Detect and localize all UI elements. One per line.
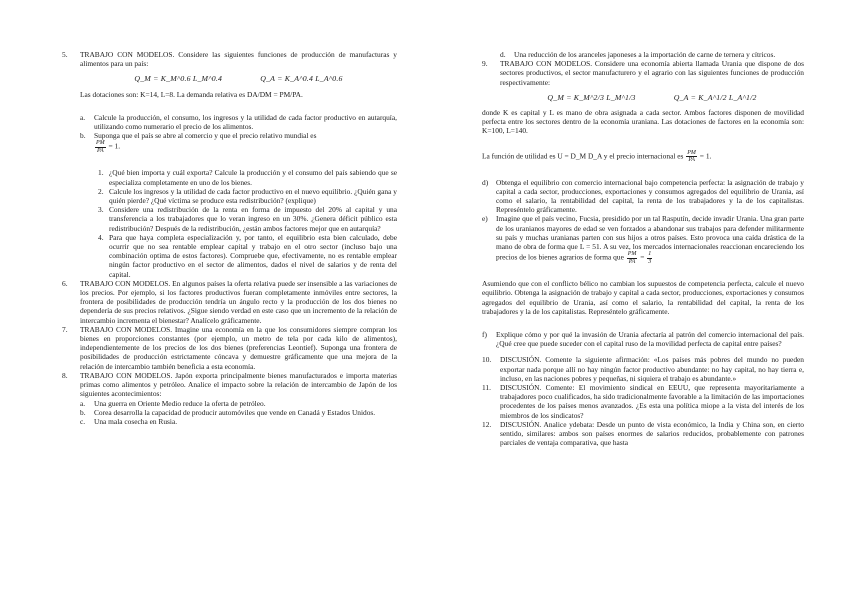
subquestion-text	[94, 131, 397, 154]
subquestion-text: Explique cómo y por qué la invasión de Urania afectaría al patrón del comercio internacional del país. ¿Qué cree que puede suceder con el capital ruso de la movilidad perfecta de capital entre países?	[496, 330, 804, 349]
subitem-3	[98, 205, 397, 233]
subquestion-text: Una guerra en Oriente Medio reduce la oferta de petróleo.	[94, 398, 266, 408]
price-ratio-fraction	[627, 251, 638, 265]
subitem-text: ¿Qué bien importa y cuál exporta? Calcule la producción y el consumo del país sabiendo que se especializa completamente en uno de los bienes.	[109, 168, 397, 187]
fraction-tail: =	[640, 252, 645, 262]
subquestion-d-exercise-8	[500, 50, 804, 59]
subquestion-label: d.	[500, 50, 506, 59]
exercise-body	[500, 59, 804, 108]
exercise-7	[62, 325, 397, 371]
exercise-5	[62, 50, 397, 154]
exercise-statement: TRABAJO CON MODELOS. En algunos países la oferta relativa puede ser insensible a las variaciones de los precios. Por ejemplo, si los factores productivos fueran completamente inmóviles entre sectores, la frontera de posibilidades de producción tendría un ángulo recto y la producción de los dos bienes no dependería de sus precios relativos. ¿Sigue siendo verdad en este caso que un incremento de la relación de intercambio incrementa el bienestar? Analícelo gráficamente.	[80, 278, 397, 325]
exercise-statement: DISCUSIÓN. Comente: El movimiento sindical en EEUU, que representa mayoritariamente a trabajadores poco cualificados, ha sido tradicionalmente favorable a la limitación de las importaciones procedentes de los países menos avanzados. ¿Es esta una política miope a la vista del interés de los miembros de los sindicatos?	[500, 383, 804, 420]
fraction-denominator: PA	[628, 258, 636, 265]
subquestion-c	[80, 417, 397, 426]
subquestion-b	[80, 408, 397, 417]
endowments-text: Las dotaciones son: K=14, L=8. La demanda relativa es DA/DM = PM/PA.	[80, 89, 303, 99]
subquestion-text	[496, 214, 804, 265]
exercise-10	[482, 355, 804, 383]
exercise-body	[80, 371, 397, 426]
fraction-numerator: 1	[648, 251, 652, 258]
subquestion-label: f)	[482, 330, 487, 340]
subquestion-label: c.	[80, 416, 86, 426]
subitem-label: 2.	[98, 186, 104, 196]
subquestion-text: Obtenga el equilibrio con comercio internacional bajo competencia perfecta: la asignación de trabajo y capital a cada sector, producciones, exportaciones y consumos agregados del equilibrio de Urania, así como el salario, la rentabilidad del capital, la renta de los trabajadores y la de los capitalistas. Represéntelo gráficamente.	[496, 177, 804, 215]
subitem-1	[98, 168, 397, 186]
subitem-text: Calcule los ingresos y la utilidad de cada factor productivo en el nuevo equilibrio. ¿Quién gana y quién pierde? ¿Qué víctima se produce esta redistribución? (explique)	[109, 186, 397, 206]
subquestion-text: Una reducción de los aranceles japoneses a la importación de carne de ternera y cítricos.	[514, 50, 776, 59]
fraction-denominator: PA	[97, 147, 104, 154]
utility-text	[482, 150, 804, 164]
formula-food: Q_A = K_A^0.4 L_A^0.6	[260, 74, 343, 84]
fraction-tail: = 1.	[108, 142, 121, 152]
subquestion-a	[80, 399, 397, 408]
subquestion-d	[482, 178, 804, 215]
subquestion-label: e)	[482, 214, 488, 224]
endowments-text: donde K es capital y L es mano de obra asignada a cada sector. Ambos factores disponen de movilidad perfecta entre los sectores dentro de la economía uraniana. Las dotaciones de factores en la economía son: K=100, L=140.	[482, 108, 804, 136]
exercise-number: 11.	[482, 383, 491, 393]
exercise-6	[62, 279, 397, 325]
fraction-tail: = 1.	[699, 151, 712, 161]
fraction-numerator: PM	[627, 251, 637, 258]
formula-agriculture: Q_A = K_A^1/2 L_A^1/2	[673, 92, 757, 102]
exercise-number: 5.	[62, 50, 68, 59]
assumption-text: Asumiendo que con el conflicto bélico no cambian los supuestos de competencia perfecta, calcule el nuevo equilibrio. Obtenga la asignación de trabajo y capital a cada sector, producciones, exportaciones y consumos agregados del equilibrio de Urania, así como el salario, la rentabilidad del capital, la renta de los trabajadores y la de los capitalistas. Represéntelo gráficamente.	[482, 279, 804, 316]
subquestion-e-text: Imagine que el país vecino, Fucsia, presidido por un tal Rasputín, decide invadir Urania. Una gran parte de los uranianos mayores de edad se ven forzados a abandonar sus trabajos para defender militarmente su país y muchas uranianas parten con sus hijos a otros países. Esto provoca una caída drástica de la mano de obra de forma que L = 51. A su vez, los mercados internacionales reaccionan encareciendo los precios de los bienes agrarios de forma que	[496, 214, 804, 262]
exercise-number: 8.	[62, 370, 68, 380]
price-ratio-fraction	[686, 150, 697, 164]
fraction-denominator: PA	[688, 157, 695, 164]
subquestion-label: a.	[80, 112, 86, 122]
subquestion-text: Una mala cosecha en Rusia.	[94, 416, 178, 426]
subquestion-label: b.	[80, 131, 86, 141]
subquestion-b-text: Suponga que el país se abre al comercio y que el precio relativo mundial es	[94, 131, 317, 141]
exercise-statement: TRABAJO CON MODELOS. Japón exporta principalmente bienes manufacturados e importa materias primas como alimentos y petróleo. Analice el impacto sobre la relación de intercambio de Japón de los siguientes acontecimientos:	[80, 370, 397, 399]
exercise-number: 10.	[482, 355, 492, 365]
subquestion-label: b.	[80, 407, 86, 417]
exercise-statement: DISCUSIÓN. Analice ydebata: Desde un punto de vista económico, la India y China son, en cierto sentido, similares: ambos son países enormes de salarios reducidos, probablemente con patrones parciales de ventaja comparativa, que hasta	[500, 419, 804, 448]
left-column	[62, 50, 397, 426]
exercise-statement: DISCUSIÓN. Comente la siguiente afirmación: «Los países más pobres del mundo no pueden exportar nada porque allí no hay ningún factor productivo abundante: no hay capital, no hay tierra e, incluso, en las naciones pobres y pequeñas, ni siquiera el trabajo es abundante.»	[500, 355, 804, 383]
utility-statement: La función de utilidad es U = D_M D_A y el precio internacional es	[482, 151, 684, 161]
exercise-8	[62, 371, 397, 426]
exercise-statement: TRABAJO CON MODELOS. Considere las siguientes funciones de producción de manufacturas y alimentos para un país:	[80, 50, 397, 69]
exercise-statement: TRABAJO CON MODELOS. Considere una economía abierta llamada Urania que dispone de dos sectores productivos, el sector manufacturero y el agrario con las siguientes funciones de producción respectivamente:	[500, 59, 804, 87]
subquestion-text: Calcule la producción, el consumo, los ingresos y la utilidad de cada factor productivo en autarquía, utilizando como numerario el precio de los alimentos.	[94, 112, 397, 132]
right-column	[482, 50, 804, 448]
price-value-fraction	[647, 251, 652, 265]
subitem-text: Considere una redistribución de la renta en forma de impuesto del 20% al capital y una transferencia a los trabajadores que lo veran ingreso en un 30%. ¿Genera déficit público esta redistribución? Después de la redistribución, ¿están ambos factores mejor que en autarquía?	[109, 205, 397, 233]
exercise-number: 7.	[62, 324, 68, 334]
formula-manufactures: Q_M = K_M^0.6 L_M^0.4	[134, 74, 223, 84]
exercise-11	[482, 383, 804, 420]
subitem-label: 4.	[98, 232, 104, 242]
exercise-number: 9.	[482, 59, 488, 69]
fraction-numerator: PM	[687, 149, 696, 156]
price-ratio-fraction	[95, 140, 106, 154]
subquestion-e	[482, 214, 804, 265]
subquestion-f	[482, 330, 804, 348]
production-functions	[500, 93, 804, 102]
exercise-statement: TRABAJO CON MODELOS. Imagine una economía en la que los consumidores siempre compran los bienes en proporciones constantes (por ejemplo, un metro de tela por cada kilo de alimentos), independientemente de los precios de los dos bienes (preferencias Leontief). Suponga una frontera de posibilidades de producción estrictamente cóncava y demuestre gráficamente que una mejora de la relación de intercambio también beneficia a esta economía.	[80, 324, 397, 371]
subitem-2	[98, 187, 397, 205]
fraction-denominator: 3	[648, 258, 652, 265]
formula-manufactures: Q_M = K_M^2/3 L_M^1/3	[547, 92, 636, 102]
subitem-text: Para que haya completa especialización y, por tanto, el equilibrio esta bien calculado, debe ocurrir que no sea rentable emplear capital y trabajo en el otro sector (incluso bajo una combinación optima de estos factores). Compruebe que, efectivamente, no es rentable emplear ningún factor productivo en el sector de alimentos, dados el nivel de salarios y de renta del capital.	[109, 232, 397, 279]
subitem-label: 1.	[98, 168, 104, 178]
exercise-number: 6.	[62, 278, 68, 288]
exercise-number: 12.	[482, 419, 492, 429]
exercise-9	[482, 59, 804, 108]
subitem-label: 3.	[98, 205, 104, 215]
subquestion-label: a.	[80, 398, 86, 408]
fraction-numerator: PM	[96, 140, 105, 147]
subquestion-label: d)	[482, 177, 489, 187]
subquestion-text: Corea desarrolla la capacidad de producir automóviles que vende en Canadá y Estados Unidos.	[94, 407, 376, 417]
exercise-12	[482, 420, 804, 448]
subquestion-b	[80, 131, 397, 154]
subitem-4	[98, 233, 397, 279]
subquestion-a	[80, 113, 397, 131]
production-functions	[80, 74, 397, 83]
exercise-body	[80, 50, 397, 154]
